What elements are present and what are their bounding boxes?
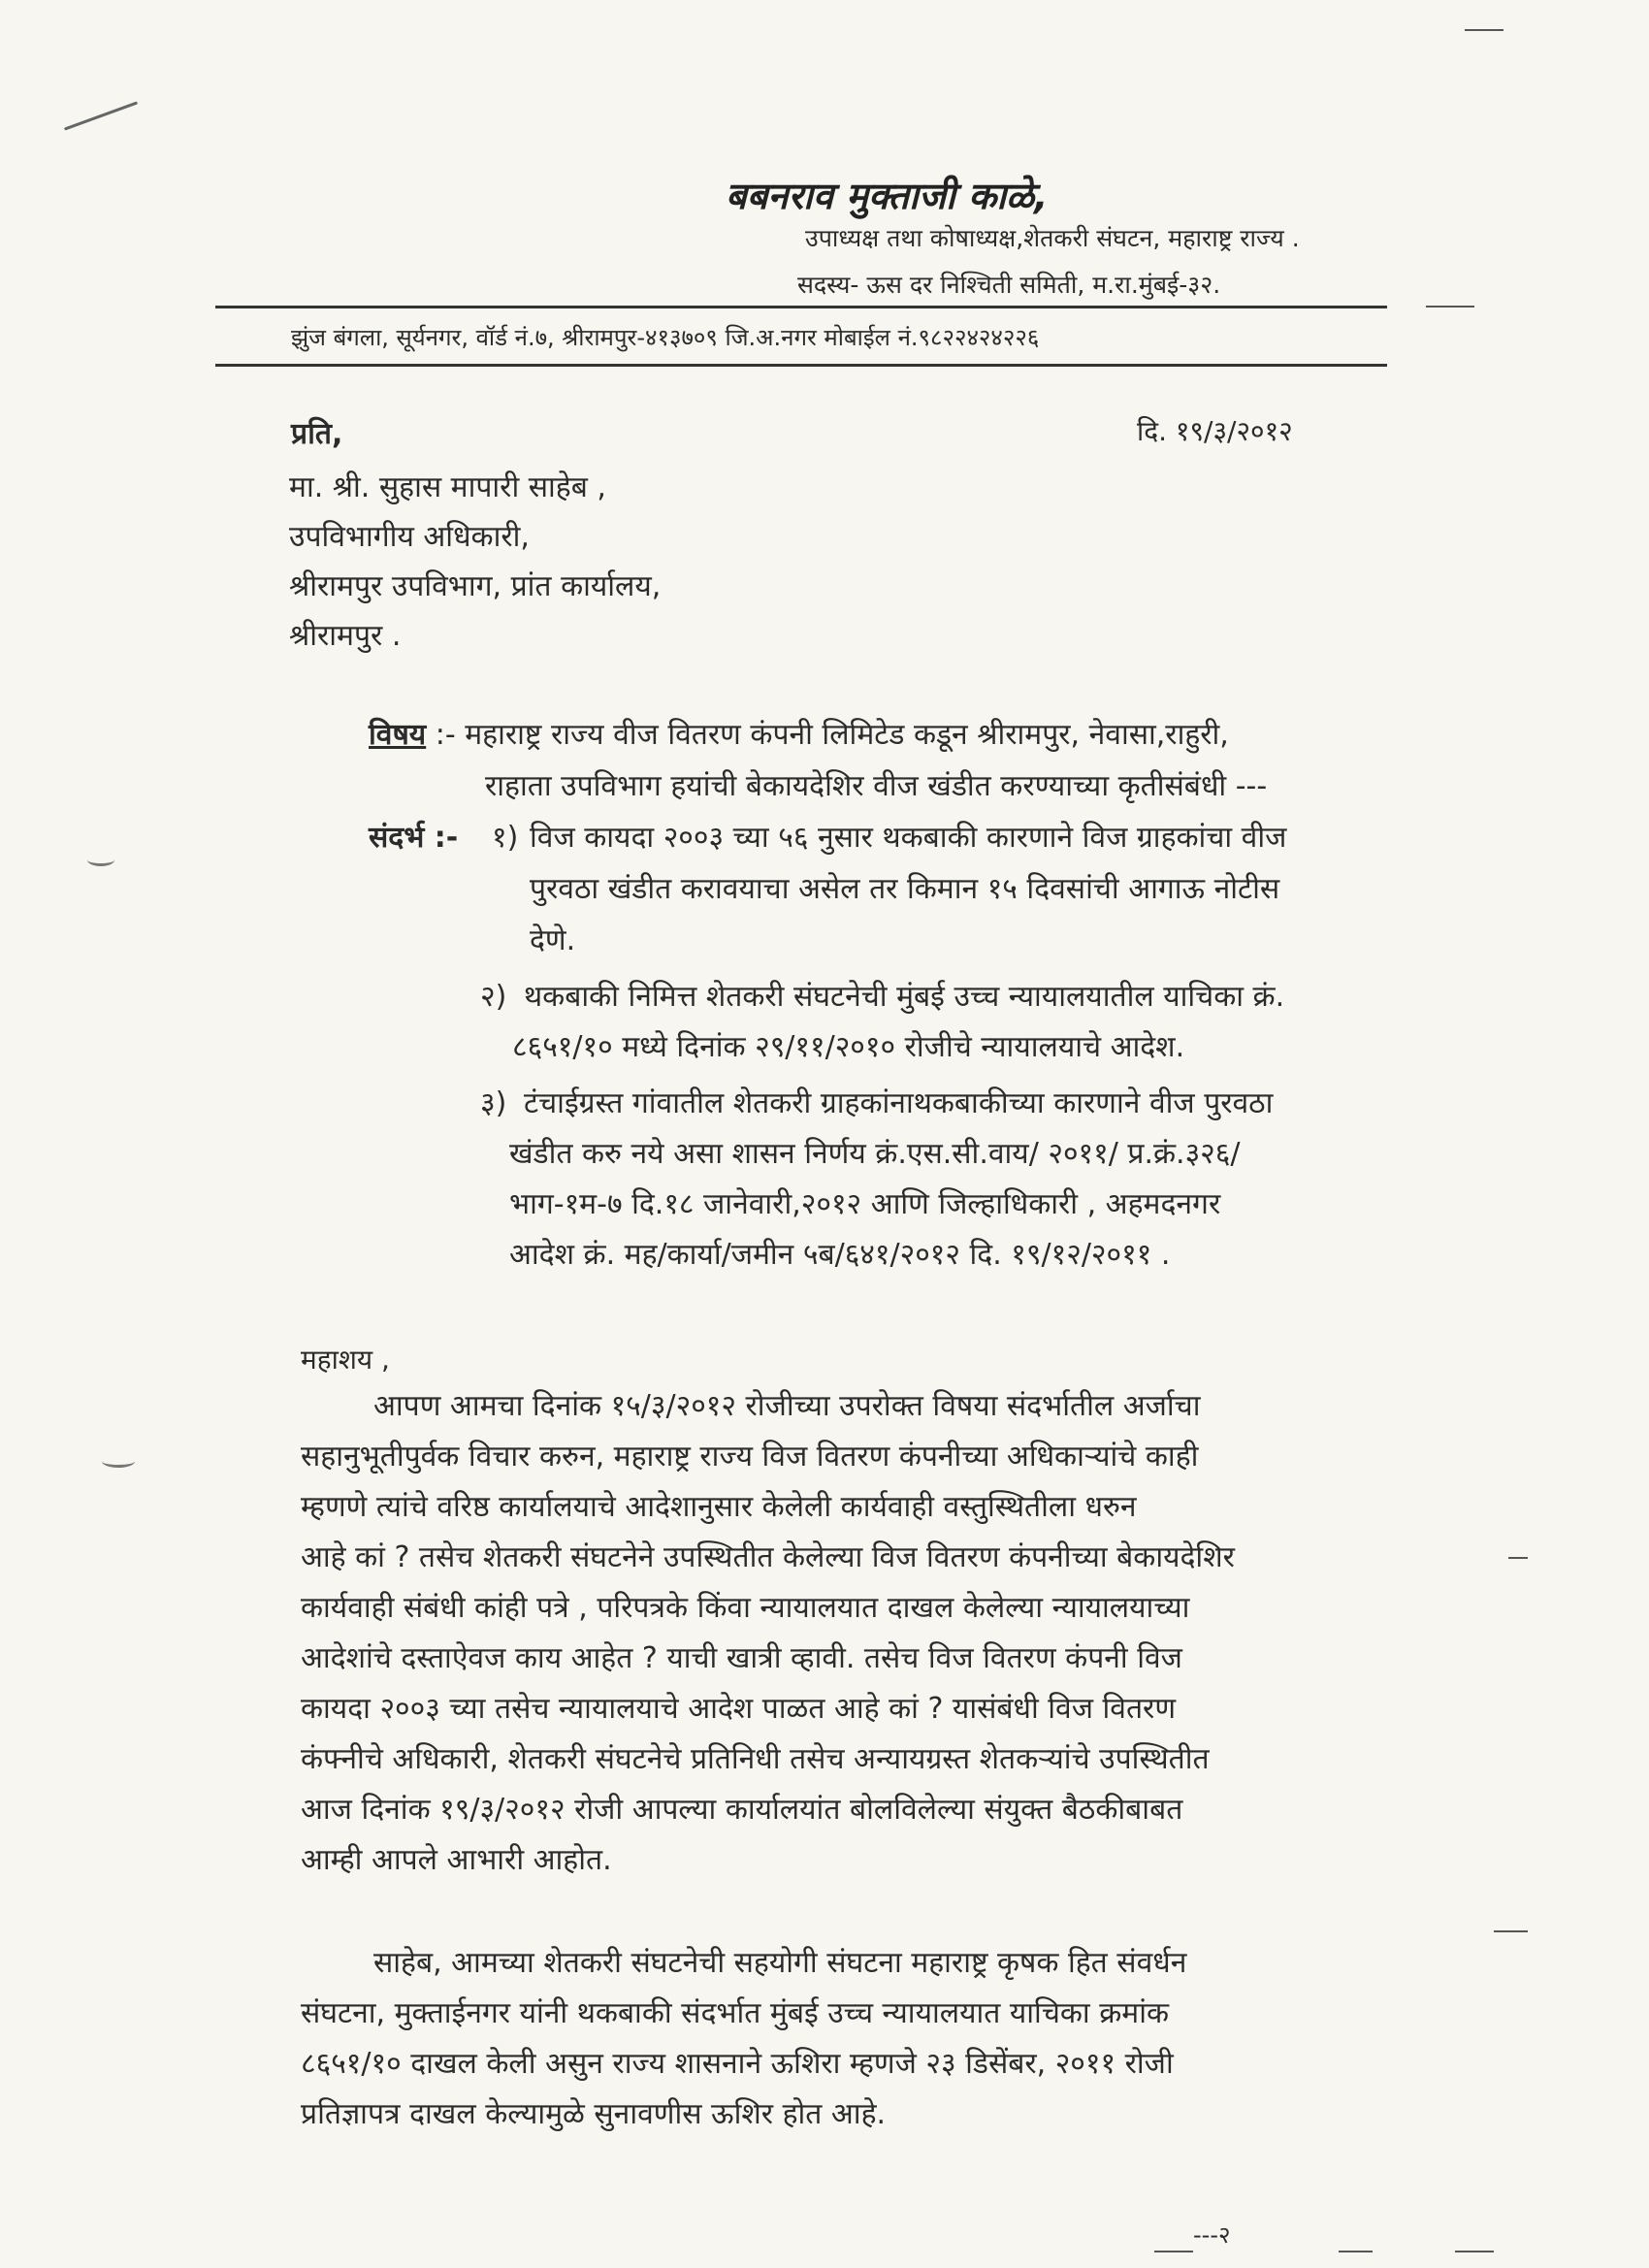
scan-speck	[1465, 29, 1504, 31]
reference-text: टंचाईग्रस्त गांवातील शेतकरी ग्राहकांनाथकबाकीच्या कारणाने वीज पुरवठा	[524, 1086, 1274, 1120]
paragraph-line: आज दिनांक १९/३/२०१२ रोजी आपल्या कार्यालयांत बोलविलेल्या संयुक्त बैठकीबाबत	[301, 1793, 1183, 1827]
paragraph-line: आम्ही आपले आभारी आहोत.	[301, 1843, 612, 1877]
reference-text: पुरवठा खंडीत करावयाचा असेल तर किमान १५ दिवसांची आगाऊ नोटीस	[530, 872, 1280, 906]
scan-speck	[1426, 306, 1474, 308]
letterhead-rule-top	[215, 306, 1387, 308]
reference-number: २)	[480, 980, 507, 1014]
recipient-line: मा. श्री. सुहास मापारी साहेब ,	[289, 470, 606, 504]
recipient-line: उपविभागीय अधिकारी,	[289, 520, 530, 554]
paragraph-line: कंफ्नीचे अधिकारी, शेतकरी संघटनेचे प्रतिनिधी तसेच अन्यायग्रस्त शेतकऱ्यांचे उपस्थितीत	[301, 1742, 1210, 1776]
reference-number: १)	[492, 821, 519, 855]
paragraph-line: कार्यवाही संबंधी कांही पत्रे , परिपत्रके किंवा न्यायालयात दाखल केलेल्या न्यायालयाच्या	[301, 1591, 1190, 1625]
subject-label: विषय	[369, 718, 427, 752]
sender-designation: उपाध्यक्ष तथा कोषाध्यक्ष,शेतकरी संघटन, महाराष्ट्र राज्य .	[805, 224, 1300, 252]
paragraph-line: आहे कां ? तसेच शेतकरी संघटनेने उपस्थितीत केलेल्या विज वितरण कंपनीच्या बेकायदेशिर	[301, 1540, 1235, 1574]
reference-text: देणे.	[530, 923, 576, 957]
recipient-line: श्रीरामपुर उपविभाग, प्रांत कार्यालय,	[289, 569, 662, 603]
paragraph-line: संघटना, मुक्ताईनगर यांनी थकबाकी संदर्भात मुंबई उच्च न्यायालयात याचिका क्रमांक	[301, 1996, 1170, 2030]
reference-text: भाग-१म-७ दि.१८ जानेवारी,२०१२ आणि जिल्हाधिकारी , अहमदनगर	[509, 1187, 1221, 1221]
paragraph-line: म्हणणे त्यांचे वरिष्ठ कार्यालयाचे आदेशानुसार केलेली कार्यवाही वस्तुस्थितीला धरुन	[301, 1490, 1137, 1524]
paragraph-line: सहानुभूतीपुर्वक विचार करुन, महाराष्ट्र राज्य विज वितरण कंपनीच्या अधिकाऱ्यांचे काही	[301, 1440, 1199, 1474]
sender-address: झुंज बंगला, सूर्यनगर, वॉर्ड नं.७, श्रीरामपुर-४१३७०९ जि.अ.नगर मोबाईल नं.९८२२४२४२२६	[291, 324, 1040, 351]
greeting: महाशय ,	[301, 1344, 390, 1376]
paragraph-line: आपण आमचा दिनांक १५/३/२०१२ रोजीच्या उपरोक्त विषया संदर्भातील अर्जाचा	[373, 1389, 1201, 1423]
page-continuation: ---२	[1193, 2221, 1231, 2249]
scan-speck	[64, 101, 138, 130]
paragraph-line: प्रतिज्ञापत्र दाखल केल्यामुळे सुनावणीस ऊशिर होत आहे.	[301, 2097, 887, 2131]
letter-date: दि. १९/३/२०१२	[1137, 415, 1293, 447]
subject-separator: :-	[435, 718, 456, 752]
paragraph-line: ८६५१/१० दाखल केली असुन राज्य शासनाने ऊशिरा म्हणजे २३ डिसेंबर, २०११ रोजी	[301, 2047, 1174, 2081]
scan-speck	[102, 1455, 135, 1468]
paragraph-line: साहेब, आमच्या शेतकरी संघटनेची सहयोगी संघटना महाराष्ट्र कृषक हित संवर्धन	[373, 1946, 1187, 1980]
scan-speck	[1508, 1557, 1528, 1559]
reference-number: ३)	[480, 1086, 507, 1120]
paragraph-line: आदेशांचे दस्ताऐवज काय आहेत ? याची खात्री व्हावी. तसेच विज वितरण कंपनी विज	[301, 1641, 1182, 1675]
scan-speck	[1154, 2251, 1193, 2252]
reference-text: आदेश क्रं. मह/कार्या/जमीन ५ब/६४१/२०१२ दि. १९/१२/२०११ .	[509, 1238, 1171, 1272]
paragraph-line: कायदा २००३ च्या तसेच न्यायालयाचे आदेश पाळत आहे कां ? यासंबंधी विज वितरण	[301, 1692, 1177, 1726]
letterhead-rule-bottom	[215, 364, 1387, 367]
scan-speck	[1339, 2251, 1373, 2252]
scan-speck	[1455, 2251, 1494, 2252]
reference-text: विज कायदा २००३ च्या ५६ नुसार थकबाकी कारणाने विज ग्राहकांचा वीज	[530, 821, 1287, 855]
sender-membership: सदस्य- ऊस दर निश्चिती समिती, म.रा.मुंबई-३२.	[797, 271, 1221, 299]
recipient-line: श्रीरामपुर .	[289, 619, 402, 653]
reference-text: खंडीत करु नये असा शासन निर्णय क्रं.एस.सी.वाय/ २०११/ प्र.क्रं.३२६/	[509, 1137, 1241, 1171]
subject-line-2: राहाता उपविभाग हयांची बेकायदेशिर वीज खंडीत करण्याच्या कृतीसंबंधी ---	[485, 769, 1268, 803]
subject-line-1: महाराष्ट्र राज्य वीज वितरण कंपनी लिमिटेड कडून श्रीरामपुर, नेवासा,राहुरी,	[465, 718, 1229, 752]
scan-speck	[1494, 1930, 1528, 1932]
sender-name: बबनराव मुक्ताजी काळे,	[726, 175, 1049, 217]
reference-text: ८६५१/१० मध्ये दिनांक २९/११/२०१० रोजीचे न्यायालयाचे आदेश.	[512, 1030, 1185, 1064]
recipient-to: प्रति,	[291, 417, 343, 451]
reference-text: थकबाकी निमित्त शेतकरी संघटनेची मुंबई उच्च न्यायालयातील याचिका क्रं.	[524, 980, 1285, 1014]
scan-speck	[87, 854, 114, 866]
subject-heading	[369, 718, 1229, 753]
reference-label: संदर्भ :-	[369, 821, 459, 855]
